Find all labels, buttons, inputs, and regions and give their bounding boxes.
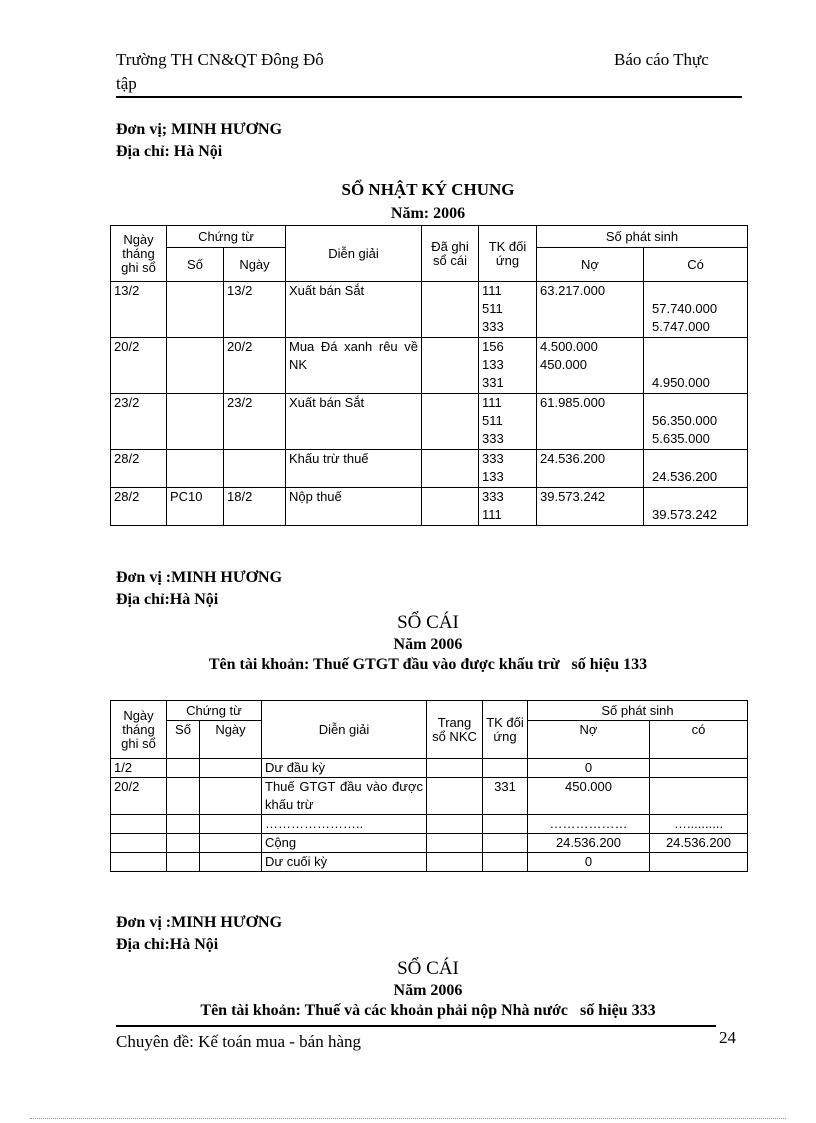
ledger333-unit: Đơn vị :MINH HƯƠNG: [116, 914, 283, 931]
ledger133-table: [110, 700, 748, 872]
row-accts: [479, 282, 537, 338]
row-date: [111, 834, 167, 853]
acct: 111: [482, 395, 502, 410]
credit: 5.635.000: [652, 431, 710, 446]
row-credits: [644, 282, 748, 338]
journal-header-voucher: Chứng từ: [167, 226, 286, 248]
debit: 39.573.242: [540, 489, 606, 504]
row-acct: 331: [483, 778, 528, 815]
row-no: [167, 778, 200, 815]
ledger133-title: SỔ CÁI: [397, 612, 459, 633]
row-day: [200, 853, 262, 872]
table-row: [111, 338, 748, 394]
credit: 39.573.242: [652, 507, 718, 522]
table-row: [111, 834, 748, 853]
row-debit: ………………: [528, 815, 650, 834]
row-no: [167, 759, 200, 778]
table-row: [111, 488, 748, 526]
ledger133-header-day: Ngày: [200, 721, 262, 759]
row-accts: [479, 488, 537, 526]
row-desc: Dư cuối kỳ: [262, 853, 427, 872]
credit: [652, 450, 744, 468]
row-desc: Nộp thuế: [286, 488, 422, 526]
ledger133-header-date: Ngày tháng ghi sổ: [111, 701, 167, 759]
credit: 56.350.000: [652, 413, 718, 428]
row-no: [167, 815, 200, 834]
row-posted: [422, 488, 479, 526]
row-desc: Xuất bán Sắt: [286, 282, 422, 338]
row-no: [167, 338, 224, 394]
credit: 5.747.000: [652, 319, 710, 334]
row-debits: [537, 282, 644, 338]
row-debit: 450.000: [528, 778, 650, 815]
ledger133-header-page: Trang sổ NKC: [427, 701, 483, 759]
credit: [652, 338, 744, 356]
acct: 333: [482, 489, 504, 504]
row-credits: [644, 338, 748, 394]
debit: [540, 300, 640, 318]
row-credits: [644, 450, 748, 488]
journal-header-acct: TK đối ứng: [479, 226, 537, 282]
row-date: 13/2: [111, 282, 167, 338]
ledger133-account: Tên tài khoản: Thuế GTGT đầu vào được khấu trừ số hiệu 133: [208, 656, 648, 673]
acct: 111: [482, 283, 502, 298]
row-desc: Dư đầu kỳ: [262, 759, 427, 778]
row-credits: [644, 394, 748, 450]
row-no: PC10: [167, 488, 224, 526]
header-rule: [116, 96, 742, 98]
ledger133-header-desc: Diễn giải: [262, 701, 427, 759]
credit: 4.950.000: [652, 375, 710, 390]
acct: 333: [482, 451, 504, 466]
row-date: 23/2: [111, 394, 167, 450]
row-day: 13/2: [224, 282, 286, 338]
acct: 333: [482, 431, 504, 446]
row-day: [200, 815, 262, 834]
header-report-cont: tập: [116, 74, 137, 93]
journal-header-amount: Số phát sinh: [537, 226, 748, 248]
journal-header-credit: Có: [644, 248, 748, 282]
row-desc: Khấu trừ thuế: [286, 450, 422, 488]
row-day: 18/2: [224, 488, 286, 526]
row-acct: [483, 853, 528, 872]
row-debit: 0: [528, 853, 650, 872]
journal-year: Năm: 2006: [390, 205, 466, 222]
journal-address: Địa chỉ: Hà Nội: [116, 143, 223, 160]
ledger333-title: SỔ CÁI: [397, 958, 459, 979]
row-desc: Thuế GTGT đầu vào được khấu trừ: [262, 778, 427, 815]
row-acct: [483, 815, 528, 834]
ledger133-address: Địa chỉ:Hà Nội: [116, 591, 219, 608]
footer-topic: Chuyên đề: Kế toán mua - bán hàng: [116, 1032, 362, 1051]
header-school: Trường TH CN&QT Đông Đô: [116, 50, 324, 69]
row-date: [111, 815, 167, 834]
row-date: 20/2: [111, 338, 167, 394]
row-credit: [650, 778, 748, 815]
row-day: [224, 450, 286, 488]
ledger133-header-debit: Nợ: [528, 721, 650, 759]
ledger133-header-acct: TK đối ứng: [483, 701, 528, 759]
row-credits: [644, 488, 748, 526]
row-posted: [422, 450, 479, 488]
table-row: [111, 759, 748, 778]
ledger133-year: Năm 2006: [393, 636, 463, 653]
debit: [540, 318, 640, 336]
row-page: [427, 759, 483, 778]
row-posted: [422, 394, 479, 450]
ledger333-address: Địa chỉ:Hà Nội: [116, 936, 219, 953]
ledger133-header-voucher: Chứng từ: [167, 701, 262, 721]
journal-header-day: Ngày: [224, 248, 286, 282]
ledger133-unit: Đơn vị :MINH HƯƠNG: [116, 569, 283, 586]
row-date: 28/2: [111, 450, 167, 488]
row-accts: [479, 394, 537, 450]
row-no: [167, 450, 224, 488]
row-posted: [422, 338, 479, 394]
table-row: [111, 282, 748, 338]
page-number: 24: [719, 1028, 736, 1047]
row-credit: …..........: [650, 815, 748, 834]
row-debit: 24.536.200: [528, 834, 650, 853]
journal-header-date: Ngày tháng ghi sổ: [111, 226, 167, 282]
ledger333-account: Tên tài khoản: Thuế và các khoản phải nộp Nhà nước số hiệu 333: [200, 1002, 656, 1019]
row-date: [111, 853, 167, 872]
row-posted: [422, 282, 479, 338]
row-day: [200, 778, 262, 815]
journal-header-no: Số: [167, 248, 224, 282]
row-date: 20/2: [111, 778, 167, 815]
acct: 331: [482, 375, 504, 390]
debit: [540, 412, 640, 430]
journal-header-posted: Đã ghi sổ cái: [422, 226, 479, 282]
credit: [652, 356, 744, 374]
row-credit: [650, 759, 748, 778]
acct: 333: [482, 319, 504, 334]
row-page: [427, 778, 483, 815]
row-day: [200, 834, 262, 853]
footer-rule: [116, 1025, 716, 1027]
row-date: 1/2: [111, 759, 167, 778]
row-accts: [479, 450, 537, 488]
acct: 156: [482, 339, 504, 354]
row-debit: 0: [528, 759, 650, 778]
table-row: [111, 815, 748, 834]
row-debits: [537, 450, 644, 488]
header-report: Báo cáo Thực: [614, 50, 709, 69]
page-edge-divider: [30, 1118, 786, 1119]
row-acct: [483, 834, 528, 853]
row-credit: [650, 853, 748, 872]
debit: 24.536.200: [540, 451, 606, 466]
row-day: [200, 759, 262, 778]
ledger133-header-amount: Số phát sinh: [528, 701, 748, 721]
row-desc: Cộng: [262, 834, 427, 853]
credit: [652, 488, 744, 506]
row-no: [167, 282, 224, 338]
row-desc: Xuất bán Sắt: [286, 394, 422, 450]
row-page: [427, 834, 483, 853]
journal-header-desc: Diễn giải: [286, 226, 422, 282]
row-desc: …………………..: [262, 815, 427, 834]
row-page: [427, 853, 483, 872]
row-accts: [479, 338, 537, 394]
debit: [540, 468, 640, 486]
table-row: [111, 394, 748, 450]
row-date: 28/2: [111, 488, 167, 526]
acct: 511: [482, 413, 503, 428]
credit: 24.536.200: [652, 469, 718, 484]
acct: 511: [482, 301, 503, 316]
row-no: [167, 834, 200, 853]
acct: 133: [482, 469, 504, 484]
journal-table: [110, 225, 748, 526]
row-debits: [537, 394, 644, 450]
acct: 111: [482, 507, 502, 522]
table-row: [111, 853, 748, 872]
row-day: 20/2: [224, 338, 286, 394]
row-page: [427, 815, 483, 834]
debit: [540, 374, 640, 392]
debit: 450.000: [540, 357, 587, 372]
row-desc: Mua Đá xanh rêu về NK: [286, 338, 422, 394]
debit: [540, 506, 640, 524]
ledger133-header-credit: có: [650, 721, 748, 759]
journal-header-debit: Nợ: [537, 248, 644, 282]
credit: [652, 282, 744, 300]
journal-title: SỔ NHẬT KÝ CHUNG: [341, 180, 515, 199]
table-row: [111, 778, 748, 815]
debit: [540, 430, 640, 448]
debit: 63.217.000: [540, 283, 606, 298]
debit: 4.500.000: [540, 339, 598, 354]
acct: 133: [482, 357, 504, 372]
credit: 57.740.000: [652, 301, 718, 316]
row-no: [167, 853, 200, 872]
row-day: 23/2: [224, 394, 286, 450]
ledger333-year: Năm 2006: [393, 982, 463, 999]
credit: [652, 394, 744, 412]
debit: 61.985.000: [540, 395, 606, 410]
journal-unit: Đơn vị; MINH HƯƠNG: [116, 121, 283, 138]
row-credit: 24.536.200: [650, 834, 748, 853]
row-no: [167, 394, 224, 450]
row-acct: [483, 759, 528, 778]
row-debits: [537, 488, 644, 526]
table-row: [111, 450, 748, 488]
row-debits: [537, 338, 644, 394]
ledger133-header-no: Số: [167, 721, 200, 759]
